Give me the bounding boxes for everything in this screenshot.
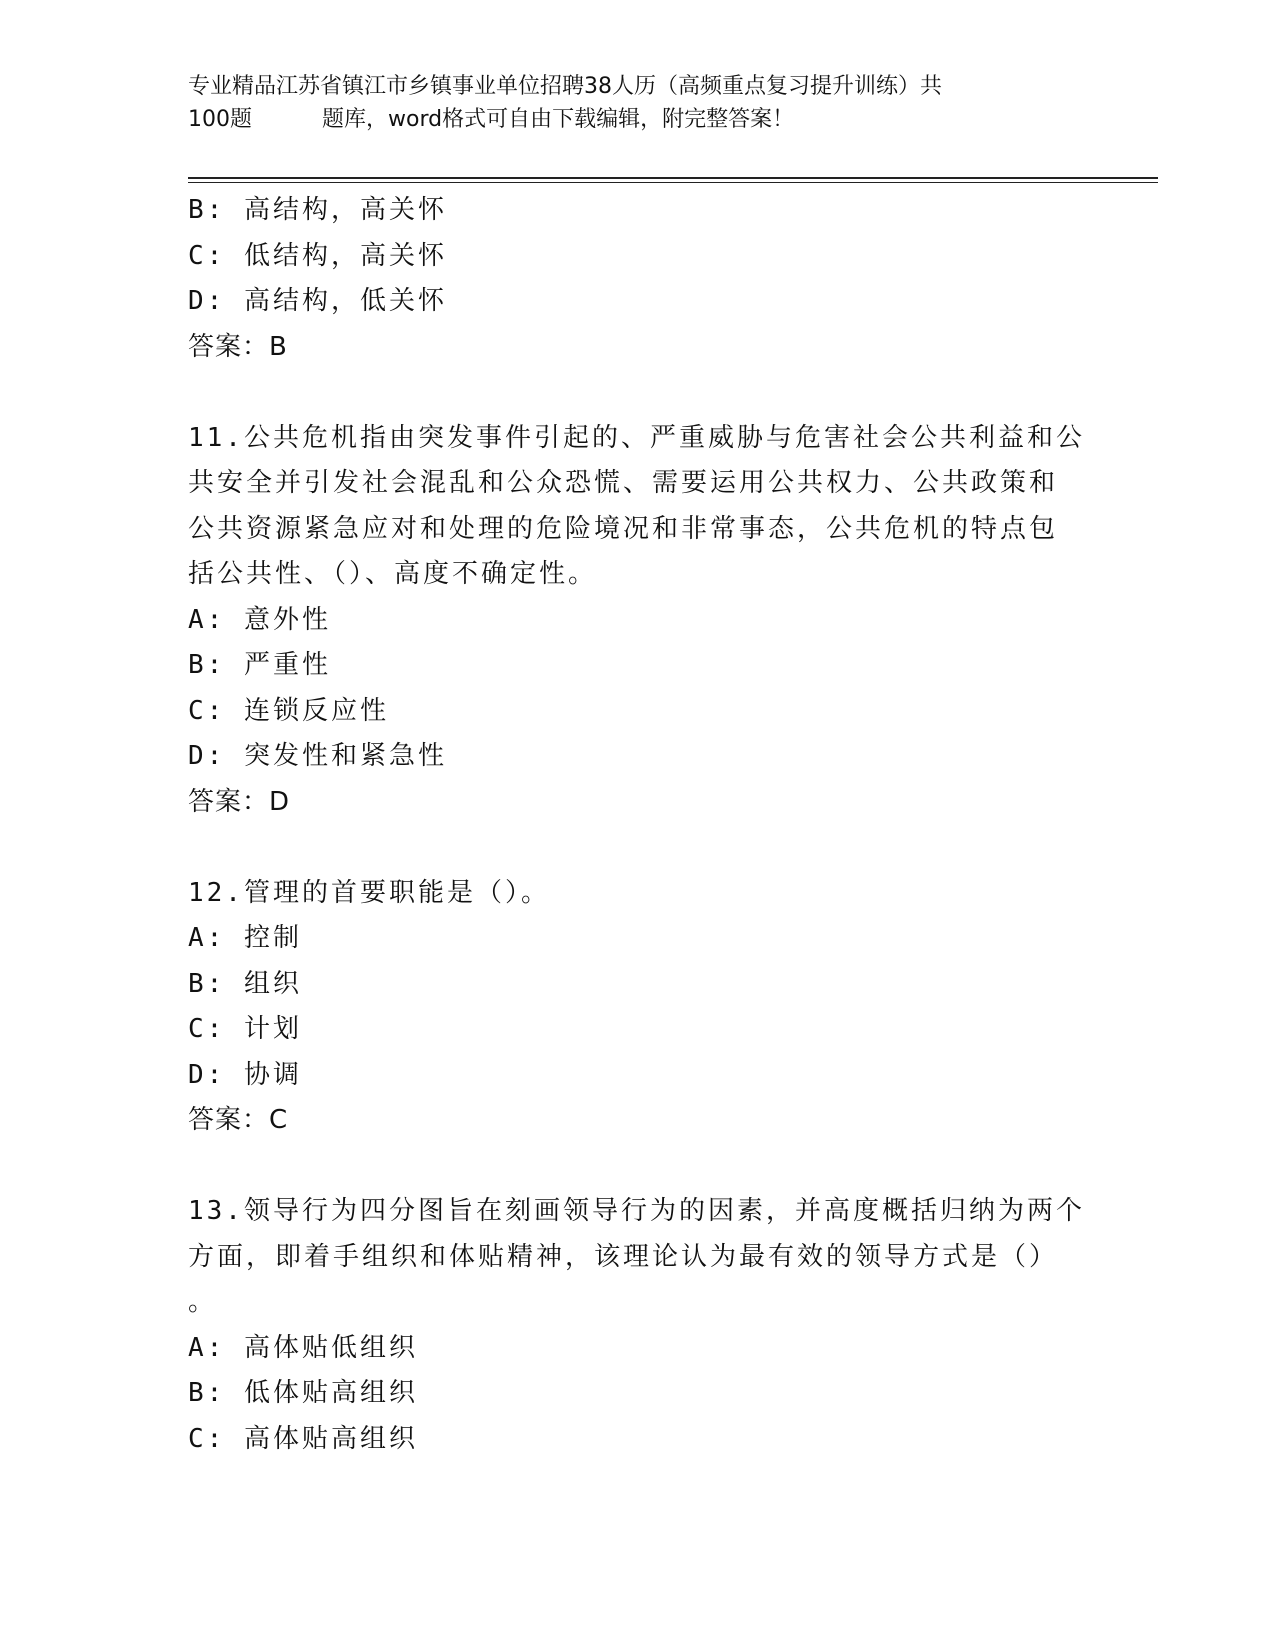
option-d: D: 协调 [188, 1059, 302, 1090]
question-text-line: 。 [188, 1287, 218, 1317]
option-c: C: 连锁反应性 [188, 695, 389, 726]
question-text-line: 12.管理的首要职能是（）。 [188, 877, 550, 908]
question-text-line: 13.领导行为四分图旨在刻画领导行为的因素，并高度概括归纳为两个 [188, 1196, 1085, 1226]
option-c: C: 计划 [188, 1014, 302, 1044]
question-content [188, 188, 1088, 1462]
header-line-1: 专业精品江苏省镇江市乡镇事业单位招聘38人历（高频重点复习提升训练）共 [188, 74, 942, 99]
option-b: B: 低体贴高组织 [188, 1378, 418, 1408]
option-a: A: 高体贴低组织 [188, 1332, 418, 1363]
option-c: C: 低结构，高关怀 [188, 240, 447, 271]
question-12 [188, 871, 1088, 1144]
answer: 答案：D [188, 786, 291, 817]
header-line-2-part-a: 100题 [188, 107, 252, 132]
question-13 [188, 1189, 1088, 1462]
question-11 [188, 416, 1088, 826]
option-a: A: 意外性 [188, 604, 331, 635]
header-divider-thick [188, 177, 1158, 179]
answer: 答案：B [188, 331, 288, 362]
answer: 答案：C [188, 1105, 289, 1135]
option-a: A: 控制 [188, 923, 302, 953]
question-text-line: 括公共性、（）、高度不确定性。 [188, 559, 598, 589]
question-text-line: 11.公共危机指由突发事件引起的、严重威胁与危害社会公共利益和公 [188, 422, 1085, 453]
option-c: C: 高体贴高组织 [188, 1423, 418, 1454]
question-text-line: 共安全并引发社会混乱和公众恐慌、需要运用公共权力、公共政策和 [188, 468, 1059, 498]
question-text-line: 方面，即着手组织和体贴精神，该理论认为最有效的领导方式是（） [188, 1241, 1059, 1272]
question-10 [188, 188, 1088, 370]
option-b: B: 组织 [188, 968, 302, 999]
option-b: B: 严重性 [188, 650, 331, 680]
option-b: B: 高结构，高关怀 [188, 195, 447, 225]
header-divider-thin [188, 182, 1158, 183]
header-line-2 [188, 103, 1108, 136]
option-d: D: 高结构，低关怀 [188, 286, 447, 316]
question-text-line: 公共资源紧急应对和处理的危险境况和非常事态，公共危机的特点包 [188, 513, 1059, 544]
page-header [188, 70, 1108, 136]
option-d: D: 突发性和紧急性 [188, 741, 447, 771]
header-line-2-part-b: 题库，word格式可自由下载编辑，附完整答案！ [322, 107, 795, 132]
